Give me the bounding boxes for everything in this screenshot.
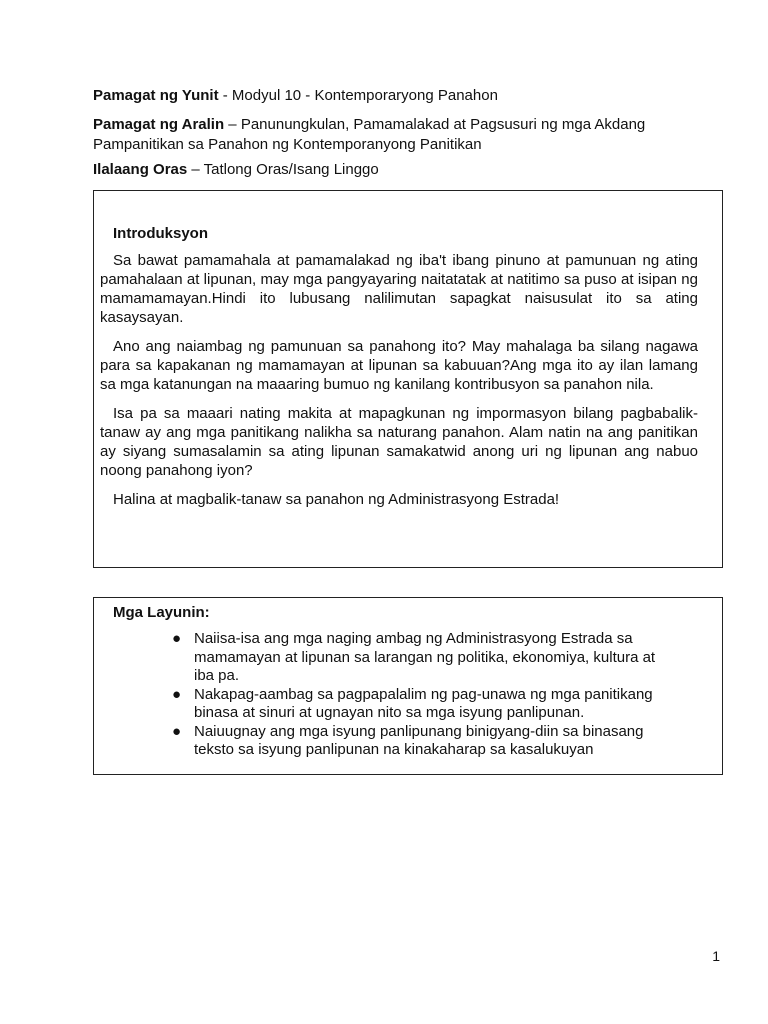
unit-title-line (93, 86, 733, 106)
objective-item (168, 630, 668, 686)
objectives-list (168, 630, 668, 760)
intro-paragraph: Halina at magbalik-tanaw sa panahon ng Administrasyong Estrada! (113, 491, 560, 508)
introduction-body (100, 251, 698, 519)
introduction-box (93, 190, 723, 568)
objective-item (168, 723, 668, 760)
allotted-time-line (93, 160, 733, 180)
intro-paragraph: Ano ang naiambag ng pamunuan sa panahong ito? May mahalaga ba silang nagawa para sa kapakanan ng mamamayan at lipunan sa kabuuan?Ang mga ito ay ilan lamang sa mga katanungan na maaaring bumuo ng kanilang kontribusyon sa panahon nila. (100, 338, 698, 393)
lesson-title-value: – Panunungkulan, Pamamalakad at Pagsusuri ng mga Akdang Pampanitikan sa Panahon ng Kontemporanyong Panitikan (93, 116, 646, 153)
allotted-time-label: Ilalaang Oras (93, 161, 188, 178)
bullet-icon: ● (172, 722, 182, 740)
objective-text: Nakapag-aambag sa pagpapalalim ng pag-unawa ng mga panitikang binasa at sinuri at ugnayan nito sa mga isyung panlipunan. (194, 685, 653, 721)
objective-text: Naiuugnay ang mga isyung panlipunang binigyang-diin sa binasang teksto sa isyung panlipunan na kinakaharap sa kasalukuyan (194, 722, 644, 758)
bullet-icon: ● (172, 685, 182, 703)
unit-title-value: - Modyul 10 - Kontemporaryong Panahon (218, 87, 498, 104)
intro-paragraph: Sa bawat pamamahala at pamamalakad ng iba't ibang pinuno at pamunuan ng ating pamahalaan at lipunan, may mga pangyayaring naitatatak at natitimo sa puso at isipan ng mamamamayan.Hindi ito lubusang nalilimutan sapagkat naisusulat ito sa ating kasaysayan. (100, 252, 698, 326)
introduction-title: Introduksyon (113, 225, 209, 242)
lesson-title-line (93, 115, 733, 155)
bullet-icon: ● (172, 630, 182, 647)
intro-paragraph: Isa pa sa maaari nating makita at mapagkunan ng impormasyon bilang pagbabalik-tanaw ay ang mga panitikang nalikha sa naturang panahon. Alam natin na ang panitikan ay siyang sumasalamin sa ating lipunan samakatwid anong uri ng lipunan ang nabuo noong panahong iyon? (100, 405, 698, 479)
objectives-title: Mga Layunin: (113, 604, 210, 621)
lesson-title-label: Pamagat ng Aralin (93, 116, 225, 133)
allotted-time-value: – Tatlong Oras/Isang Linggo (187, 161, 379, 178)
objectives-box (93, 597, 723, 775)
objective-text: Naiisa-isa ang mga naging ambag ng Administrasyong Estrada sa mamamayan at lipunan sa larangan ng politika, ekonomiya, kultura at iba pa. (194, 630, 656, 684)
page-number: 1 (712, 948, 720, 964)
objective-item (168, 686, 668, 723)
unit-title-label: Pamagat ng Yunit (93, 87, 219, 104)
